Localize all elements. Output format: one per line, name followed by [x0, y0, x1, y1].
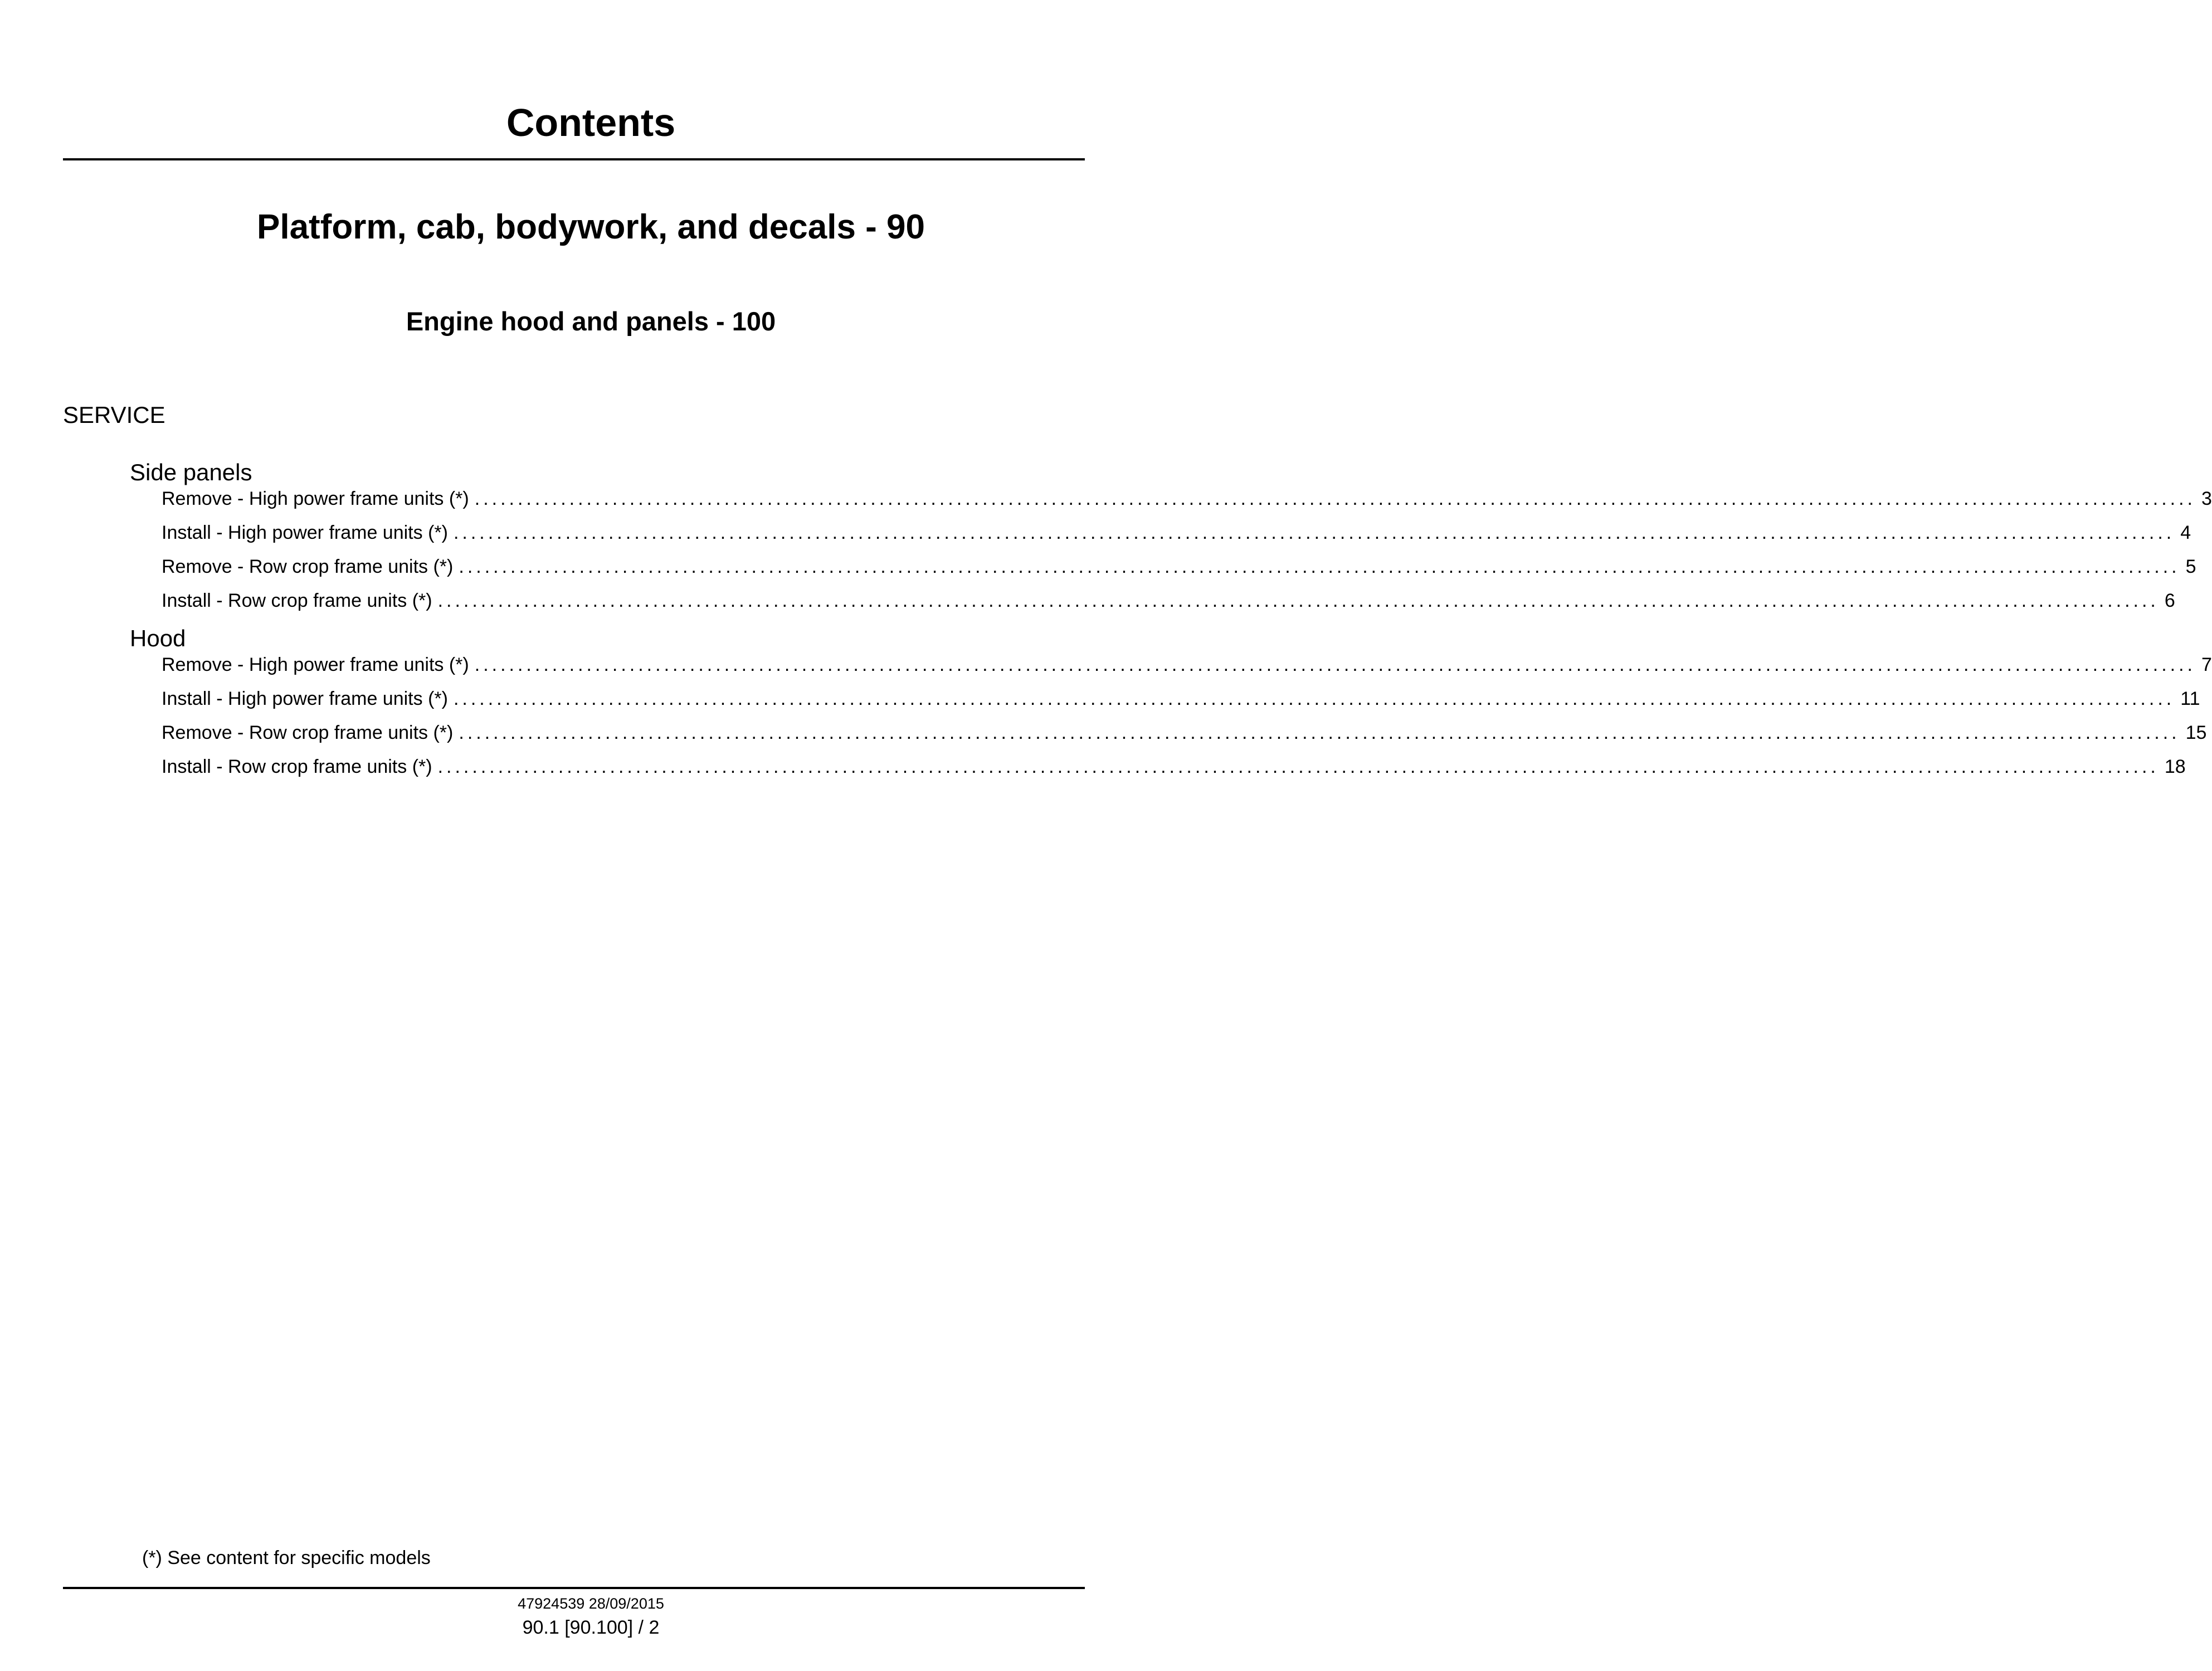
dot-leader: ........................................................................................................................................................................................................ — [459, 556, 2180, 577]
dot-leader: ........................................................................................................................................................................................................ — [474, 654, 2196, 675]
toc-group-heading: Hood — [130, 625, 186, 651]
dot-leader: ........................................................................................................................................................................................................ — [437, 590, 2159, 611]
dot-leader: ........................................................................................................................................................................................................ — [453, 688, 2175, 709]
toc-entry[interactable] — [162, 590, 2175, 623]
toc-group-hood — [130, 623, 2212, 790]
section-title: Platform, cab, bodywork, and decals - 90 — [256, 208, 925, 246]
toc-entry-label: Install - High power frame units (*) — [162, 688, 448, 709]
table-of-contents — [130, 457, 2212, 790]
toc-entry[interactable] — [162, 722, 2207, 756]
toc-entry-label: Remove - High power frame units (*) — [162, 488, 469, 509]
document-id: 47924539 28/09/2015 — [518, 1595, 664, 1612]
page-title: Contents — [506, 101, 676, 144]
toc-entry[interactable] — [162, 488, 2212, 522]
dot-leader: ........................................................................................................................................................................................................ — [459, 722, 2180, 743]
toc-entry-page: 18 — [2164, 756, 2186, 777]
footnote: (*) See content for specific models — [142, 1547, 431, 1568]
page-reference: 90.1 [90.100] / 2 — [522, 1617, 660, 1638]
toc-entry[interactable] — [162, 688, 2200, 722]
toc-entry-label: Install - Row crop frame units (*) — [162, 756, 432, 777]
toc-entry-label: Install - High power frame units (*) — [162, 522, 448, 543]
toc-entry-page: 7 — [2201, 654, 2212, 675]
toc-entry-page: 6 — [2164, 590, 2175, 611]
toc-entry-page: 5 — [2185, 556, 2196, 577]
toc-entry-label: Install - Row crop frame units (*) — [162, 590, 432, 611]
toc-entry-page: 4 — [2180, 522, 2191, 543]
dot-leader: ........................................................................................................................................................................................................ — [453, 522, 2175, 543]
subsection-title: Engine hood and panels - 100 — [406, 306, 776, 336]
dot-leader: ........................................................................................................................................................................................................ — [437, 756, 2159, 777]
footer-divider — [63, 1587, 1085, 1589]
toc-entry-page: 15 — [2185, 722, 2207, 743]
dot-leader: ........................................................................................................................................................................................................ — [474, 488, 2196, 509]
toc-entry-label: Remove - High power frame units (*) — [162, 654, 469, 675]
toc-group-side-panels — [130, 457, 2212, 623]
toc-entry[interactable] — [162, 756, 2186, 790]
toc-entry[interactable] — [162, 522, 2191, 556]
toc-entry-page: 11 — [2180, 688, 2200, 709]
toc-entry[interactable] — [162, 654, 2212, 688]
toc-entry[interactable] — [162, 556, 2196, 590]
toc-entry-label: Remove - Row crop frame units (*) — [162, 556, 454, 577]
toc-group-heading: Side panels — [130, 459, 252, 485]
category-label: SERVICE — [63, 402, 165, 428]
header-divider — [63, 158, 1085, 160]
toc-entry-label: Remove - Row crop frame units (*) — [162, 722, 454, 743]
toc-entry-page: 3 — [2201, 488, 2212, 509]
